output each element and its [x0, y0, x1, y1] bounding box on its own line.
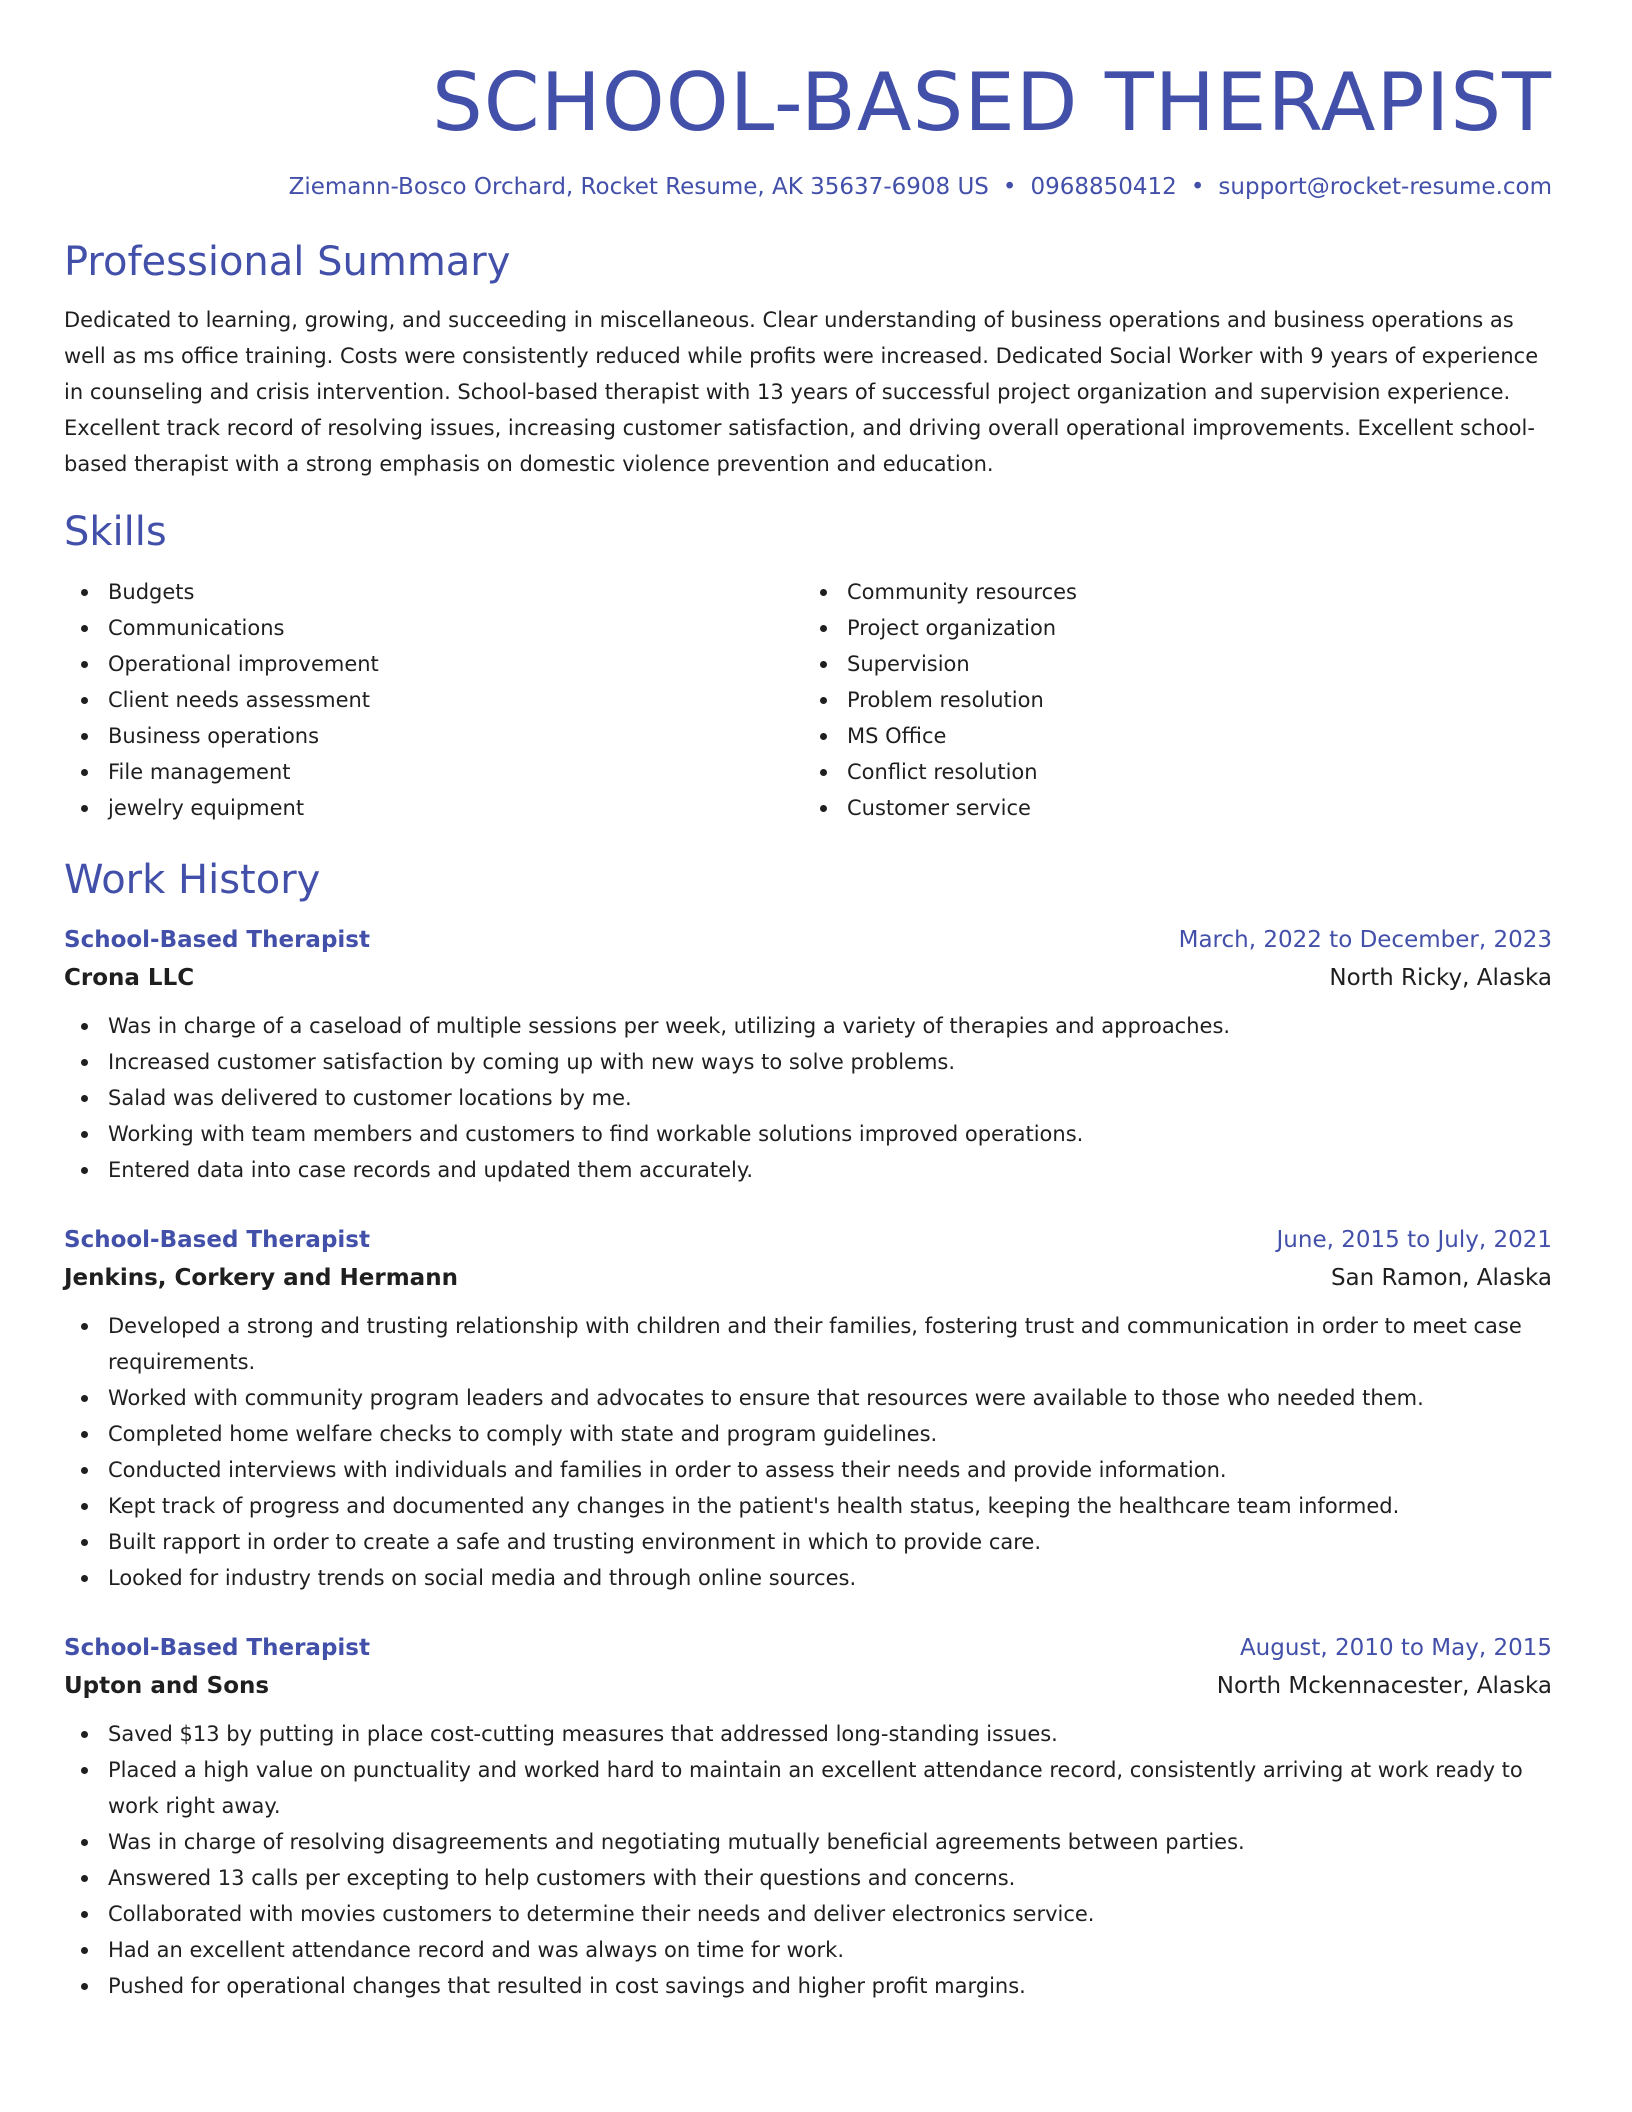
list-item [64, 1416, 1552, 1452]
work-history-section [64, 854, 1552, 2004]
bullet-icon [81, 733, 88, 740]
job-bullet-list [64, 1008, 1552, 1188]
list-item [64, 1860, 1552, 1896]
job-bullet-list [64, 1308, 1552, 1596]
bullet-icon [820, 625, 827, 632]
list-item [64, 1452, 1552, 1488]
contact-email: support@rocket-resume.com [1218, 174, 1552, 200]
bullet-icon [81, 1023, 88, 1030]
job-title-row [64, 1222, 1552, 1258]
list-item-text: Built rapport in order to create a safe and trusting environment in which to provide care. [108, 1530, 1042, 1554]
job-title-row [64, 1630, 1552, 1666]
skill-item [64, 754, 803, 790]
job-dates: March, 2022 to December, 2023 [1178, 927, 1552, 953]
job-company: Jenkins, Corkery and Hermann [64, 1265, 458, 1291]
contact-separator: • [1002, 174, 1017, 200]
skill-item [803, 790, 1542, 826]
bullet-icon [81, 1539, 88, 1546]
skill-item [64, 610, 803, 646]
list-item-text: Saved $13 by putting in place cost-cutting measures that addressed long-standing issues. [108, 1722, 1058, 1746]
list-item [64, 1824, 1552, 1860]
bullet-icon [820, 589, 827, 596]
job-list [64, 922, 1552, 2004]
list-item-text: Problem resolution [847, 688, 1044, 712]
bullet-icon [81, 1467, 88, 1474]
skills-column-left [64, 574, 803, 826]
skill-item [803, 610, 1542, 646]
bullet-icon [81, 1167, 88, 1174]
list-item-text: Pushed for operational changes that resulted in cost savings and higher profit margins. [108, 1974, 1026, 1998]
list-item-text: Was in charge of a caseload of multiple sessions per week, utilizing a variety of therapies and approaches. [108, 1014, 1231, 1038]
list-item-text: Communications [108, 616, 285, 640]
skills-heading: Skills [64, 509, 167, 555]
resume-header [64, 52, 1552, 204]
list-item-text: Project organization [847, 616, 1057, 640]
job-title: School-Based Therapist [64, 1227, 370, 1253]
list-item [64, 1524, 1552, 1560]
list-item-text: Conflict resolution [847, 760, 1038, 784]
candidate-name: SCHOOL-BASED THERAPIST [431, 56, 1552, 149]
bullet-icon [81, 661, 88, 668]
list-item-text: Completed home welfare checks to comply with state and program guidelines. [108, 1422, 938, 1446]
job-title: School-Based Therapist [64, 927, 370, 953]
bullet-icon [81, 589, 88, 596]
job-location: North Ricky, Alaska [1329, 965, 1552, 991]
skill-item [64, 682, 803, 718]
bullet-icon [81, 1059, 88, 1066]
job-company: Crona LLC [64, 965, 195, 991]
list-item-text: Increased customer satisfaction by coming up with new ways to solve problems. [108, 1050, 956, 1074]
job-location: North Mckennacester, Alaska [1216, 1673, 1552, 1699]
skill-item [803, 754, 1542, 790]
list-item-text: Answered 13 calls per excepting to help customers with their questions and concerns. [108, 1866, 1016, 1890]
list-item-text: Entered data into case records and updated them accurately. [108, 1158, 754, 1182]
job-bullet-list [64, 1716, 1552, 2004]
skills-grid [64, 574, 1552, 826]
list-item-text: Placed a high value on punctuality and worked hard to maintain an excellent attendance record, consistently arriving at work ready to work right away. [108, 1758, 1523, 1818]
list-item-text: Had an excellent attendance record and was always on time for work. [108, 1938, 845, 1962]
list-item-text: Was in charge of resolving disagreements and negotiating mutually beneficial agreements between parties. [108, 1830, 1245, 1854]
list-item [64, 1932, 1552, 1968]
list-item [64, 1968, 1552, 2004]
list-item [64, 1080, 1552, 1116]
job-entry [64, 1630, 1552, 2004]
bullet-icon [81, 1503, 88, 1510]
list-item-text: Looked for industry trends on social media and through online sources. [108, 1566, 857, 1590]
job-location: San Ramon, Alaska [1330, 1265, 1552, 1291]
summary-section [64, 236, 1552, 482]
skill-item [64, 574, 803, 610]
list-item [64, 1116, 1552, 1152]
list-item [64, 1488, 1552, 1524]
job-company-row [64, 958, 1552, 998]
list-item-text: Worked with community program leaders and advocates to ensure that resources were available to those who needed them. [108, 1386, 1424, 1410]
bullet-icon [820, 661, 827, 668]
list-item-text: MS Office [847, 724, 947, 748]
list-item-text: Community resources [847, 580, 1077, 604]
list-item [64, 1716, 1552, 1752]
list-item-text: Budgets [108, 580, 195, 604]
summary-text: Dedicated to learning, growing, and succeeding in miscellaneous. Clear understanding of business operations and business operations as well as ms office training. Costs were consistently reduced while profits were increased. Dedicated Social Worker with 9 years of experience in counseling and crisis intervention. School-based therapist with 13 years of successful project organization and supervision experience. Excellent track record of resolving issues, increasing customer satisfaction, and driving overall operational improvements. Excellent school-based therapist with a strong emphasis on domestic violence prevention and education. [64, 308, 1539, 476]
list-item-text: Kept track of progress and documented any changes in the patient's health status, keeping the healthcare team informed. [108, 1494, 1400, 1518]
job-company-row [64, 1258, 1552, 1298]
list-item-text: Client needs assessment [108, 688, 371, 712]
bullet-icon [81, 1875, 88, 1882]
list-item-text: Working with team members and customers to find workable solutions improved operations. [108, 1122, 1084, 1146]
bullet-icon [81, 769, 88, 776]
list-item-text: Collaborated with movies customers to determine their needs and deliver electronics service. [108, 1902, 1095, 1926]
bullet-icon [81, 1911, 88, 1918]
contact-separator: • [1190, 174, 1205, 200]
job-dates: June, 2015 to July, 2021 [1276, 1227, 1552, 1253]
work-history-heading: Work History [64, 857, 321, 903]
job-company-row [64, 1666, 1552, 1706]
bullet-icon [81, 1095, 88, 1102]
summary-heading: Professional Summary [64, 239, 511, 285]
list-item-text: Business operations [108, 724, 320, 748]
skills-column-right [803, 574, 1542, 826]
list-item-text: Developed a strong and trusting relationship with children and their families, fostering trust and communication in order to meet case requirements. [108, 1314, 1522, 1374]
list-item-text: Operational improvement [108, 652, 379, 676]
list-item [64, 1308, 1552, 1380]
skill-item [64, 646, 803, 682]
skill-item [803, 574, 1542, 610]
job-title-row [64, 922, 1552, 958]
list-item [64, 1152, 1552, 1188]
skill-item [803, 718, 1542, 754]
skill-item [64, 718, 803, 754]
bullet-icon [81, 1131, 88, 1138]
job-title: School-Based Therapist [64, 1635, 370, 1661]
contact-address: Ziemann-Bosco Orchard, Rocket Resume, AK 35637-6908 US [288, 174, 989, 200]
list-item [64, 1752, 1552, 1824]
list-item-text: Supervision [847, 652, 970, 676]
bullet-icon [81, 1731, 88, 1738]
contact-line [64, 170, 1552, 204]
bullet-icon [81, 805, 88, 812]
bullet-icon [81, 1323, 88, 1330]
list-item [64, 1380, 1552, 1416]
bullet-icon [820, 697, 827, 704]
list-item-text: Customer service [847, 796, 1031, 820]
bullet-icon [81, 1767, 88, 1774]
job-company: Upton and Sons [64, 1673, 270, 1699]
bullet-icon [81, 697, 88, 704]
list-item-text: jewelry equipment [108, 796, 305, 820]
list-item [64, 1044, 1552, 1080]
skill-item [64, 790, 803, 826]
list-item-text: Salad was delivered to customer locations by me. [108, 1086, 632, 1110]
bullet-icon [81, 625, 88, 632]
bullet-icon [81, 1839, 88, 1846]
bullet-icon [81, 1575, 88, 1582]
bullet-icon [820, 769, 827, 776]
list-item [64, 1560, 1552, 1596]
bullet-icon [81, 1947, 88, 1954]
contact-phone: 0968850412 [1030, 174, 1177, 200]
skill-item [803, 682, 1542, 718]
bullet-icon [81, 1395, 88, 1402]
job-entry [64, 922, 1552, 1188]
skill-item [803, 646, 1542, 682]
list-item-text: File management [108, 760, 291, 784]
list-item [64, 1896, 1552, 1932]
skills-section [64, 506, 1552, 826]
job-entry [64, 1222, 1552, 1596]
bullet-icon [820, 733, 827, 740]
bullet-icon [820, 805, 827, 812]
list-item [64, 1008, 1552, 1044]
bullet-icon [81, 1431, 88, 1438]
bullet-icon [81, 1983, 88, 1990]
list-item-text: Conducted interviews with individuals and families in order to assess their needs and provide information. [108, 1458, 1227, 1482]
job-dates: August, 2010 to May, 2015 [1239, 1635, 1552, 1661]
